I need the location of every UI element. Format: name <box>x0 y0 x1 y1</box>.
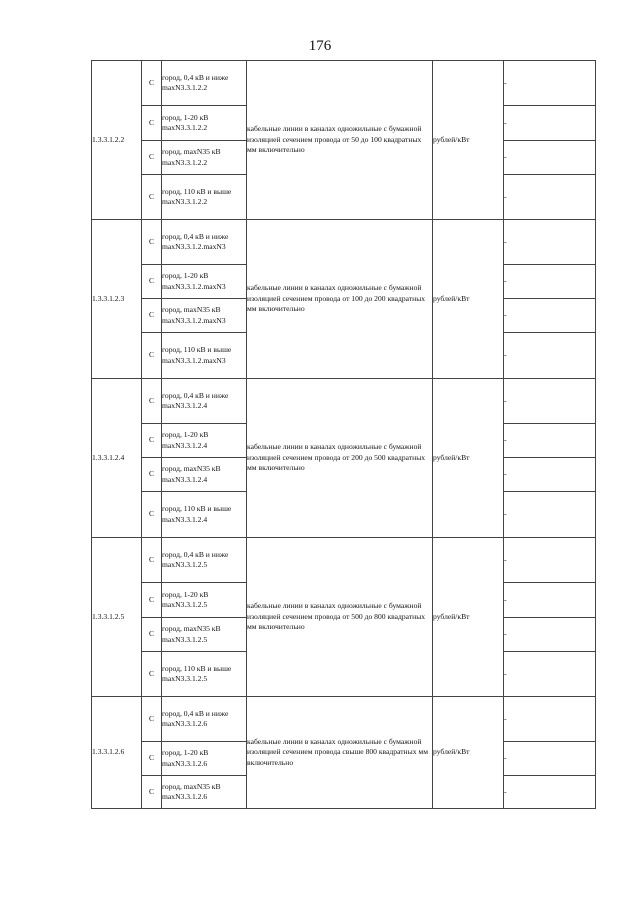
category-letter-cell: С <box>142 379 162 424</box>
rate-value-cell: - <box>504 538 596 583</box>
voltage-level-label: город, 1-20 кВ <box>162 112 209 122</box>
category-letter-cell: С <box>142 265 162 299</box>
category-letter-cell: С <box>142 742 162 776</box>
line-description-cell: кабельные линии в каналах одножильные с бумажной изоляцией сечением провода свыше 800 квадратных мм включительно <box>247 697 433 809</box>
category-letter-cell: С <box>142 333 162 379</box>
rate-value-cell: - <box>504 652 596 697</box>
voltage-level-cell <box>162 458 247 492</box>
voltage-level-cell <box>162 61 247 106</box>
line-description-cell: кабельные линии в каналах одножильные с бумажной изоляцией сечением провода от 500 до 800 квадратных мм включительно <box>247 538 433 697</box>
unit-cell: рублей/кВт <box>433 538 504 697</box>
line-description-cell: кабельные линии в каналах одножильные с бумажной изоляцией сечением провода от 50 до 100 квадратных мм включительно <box>247 61 433 220</box>
category-letter-cell: С <box>142 618 162 652</box>
tariff-table-body <box>92 61 596 809</box>
formula-reference: maxN3.3.1.2.maxN3 <box>162 315 226 325</box>
category-letter-cell: С <box>142 492 162 538</box>
voltage-level-label: город, 0,4 кВ и ниже <box>162 390 229 400</box>
category-letter-cell: С <box>142 538 162 583</box>
voltage-level-label: город, 110 кВ и выше <box>162 345 232 355</box>
line-description-cell: кабельные линии в каналах одножильные с бумажной изоляцией сечением провода от 200 до 500 квадратных мм включительно <box>247 379 433 538</box>
category-letter-cell: С <box>142 583 162 618</box>
voltage-level-label: город, maxN35 кВ <box>162 147 221 157</box>
voltage-level-cell <box>162 618 247 652</box>
category-letter-cell: С <box>142 652 162 697</box>
category-letter-cell: С <box>142 424 162 458</box>
rate-value-cell: - <box>504 458 596 492</box>
category-letter-cell: С <box>142 697 162 742</box>
formula-reference: maxN3.3.1.2.maxN3 <box>162 281 226 291</box>
voltage-level-cell <box>162 220 247 265</box>
category-letter-cell: С <box>142 299 162 333</box>
voltage-level-label: город, 110 кВ и выше <box>162 186 232 196</box>
category-letter-cell: С <box>142 61 162 106</box>
voltage-level-cell <box>162 379 247 424</box>
voltage-level-label: город, 0,4 кВ и ниже <box>162 549 229 559</box>
rate-value-cell: - <box>504 697 596 742</box>
voltage-level-cell <box>162 583 247 618</box>
voltage-level-label: город, maxN35 кВ <box>162 624 221 634</box>
rate-value-cell: - <box>504 776 596 809</box>
voltage-level-cell <box>162 492 247 538</box>
rate-value-cell: - <box>504 618 596 652</box>
voltage-level-label: город, 1-20 кВ <box>162 748 209 758</box>
category-letter-cell: С <box>142 106 162 141</box>
formula-reference: maxN3.3.1.2.2 <box>162 123 208 132</box>
unit-cell: рублей/кВт <box>433 697 504 809</box>
formula-reference: maxN3.3.1.2.maxN3 <box>162 242 226 251</box>
formula-reference: maxN3.3.1.2.5 <box>162 560 208 569</box>
voltage-level-label: город, 0,4 кВ и ниже <box>162 231 229 241</box>
table-row <box>92 538 596 583</box>
formula-reference: maxN3.3.1.2.4 <box>162 401 208 410</box>
category-letter-cell: С <box>142 776 162 809</box>
voltage-level-cell <box>162 106 247 141</box>
voltage-level-cell <box>162 424 247 458</box>
voltage-level-cell <box>162 333 247 379</box>
unit-cell: рублей/кВт <box>433 379 504 538</box>
voltage-level-cell <box>162 299 247 333</box>
unit-cell: рублей/кВт <box>433 220 504 379</box>
rate-value-cell: - <box>504 492 596 538</box>
rate-value-cell: - <box>504 141 596 175</box>
item-code-cell: 1.3.3.1.2.4 <box>92 379 142 538</box>
rate-value-cell: - <box>504 333 596 379</box>
voltage-level-label: город, 1-20 кВ <box>162 271 209 281</box>
item-code-cell: 1.3.3.1.2.5 <box>92 538 142 697</box>
table-row <box>92 697 596 742</box>
voltage-level-label: город, maxN35 кВ <box>162 305 221 315</box>
rate-value-cell: - <box>504 265 596 299</box>
rate-value-cell: - <box>504 106 596 141</box>
item-code-cell: 1.3.3.1.2.2 <box>92 61 142 220</box>
category-letter-cell: С <box>142 175 162 220</box>
page-number: 176 <box>308 38 332 54</box>
voltage-level-cell <box>162 697 247 742</box>
formula-reference: maxN3.3.1.2.6 <box>162 719 208 728</box>
voltage-level-label: город, 0,4 кВ и ниже <box>162 72 229 82</box>
voltage-level-cell <box>162 141 247 175</box>
formula-reference: maxN3.3.1.2.2 <box>162 83 208 92</box>
formula-reference: maxN3.3.1.2.5 <box>162 674 208 683</box>
rate-value-cell: - <box>504 220 596 265</box>
voltage-level-label: город, maxN35 кВ <box>162 464 221 474</box>
item-code-cell: 1.3.3.1.2.3 <box>92 220 142 379</box>
formula-reference: maxN3.3.1.2.2 <box>162 157 208 167</box>
line-description-cell: кабельные линии в каналах одножильные с бумажной изоляцией сечением провода от 100 до 200 квадратных мм включительно <box>247 220 433 379</box>
rate-value-cell: - <box>504 175 596 220</box>
table-row <box>92 379 596 424</box>
voltage-level-label: город, 1-20 кВ <box>162 589 209 599</box>
formula-reference: maxN3.3.1.2.6 <box>162 792 208 801</box>
category-letter-cell: С <box>142 220 162 265</box>
table-row <box>92 61 596 106</box>
category-letter-cell: С <box>142 141 162 175</box>
voltage-level-cell <box>162 538 247 583</box>
table-row <box>92 220 596 265</box>
formula-reference: maxN3.3.1.2.5 <box>162 634 208 644</box>
voltage-level-cell <box>162 742 247 776</box>
rate-value-cell: - <box>504 299 596 333</box>
voltage-level-label: город, 110 кВ и выше <box>162 663 232 673</box>
item-code-cell: 1.3.3.1.2.6 <box>92 697 142 809</box>
category-letter-cell: С <box>142 458 162 492</box>
formula-reference: maxN3.3.1.2.6 <box>162 758 208 768</box>
unit-cell: рублей/кВт <box>433 61 504 220</box>
formula-reference: maxN3.3.1.2.maxN3 <box>162 355 226 365</box>
formula-reference: maxN3.3.1.2.4 <box>162 514 208 524</box>
formula-reference: maxN3.3.1.2.5 <box>162 600 208 609</box>
voltage-level-label: город, 0,4 кВ и ниже <box>162 708 229 718</box>
rate-value-cell: - <box>504 583 596 618</box>
rate-value-cell: - <box>504 61 596 106</box>
voltage-level-cell <box>162 776 247 809</box>
rate-value-cell: - <box>504 424 596 458</box>
formula-reference: maxN3.3.1.2.2 <box>162 197 208 206</box>
formula-reference: maxN3.3.1.2.4 <box>162 440 208 450</box>
voltage-level-label: город, 110 кВ и выше <box>162 504 232 514</box>
formula-reference: maxN3.3.1.2.4 <box>162 474 208 484</box>
voltage-level-cell <box>162 265 247 299</box>
rate-value-cell: - <box>504 379 596 424</box>
voltage-level-label: город, 1-20 кВ <box>162 430 209 440</box>
voltage-level-cell <box>162 652 247 697</box>
voltage-level-label: город, maxN35 кВ <box>162 781 221 791</box>
voltage-level-cell <box>162 175 247 220</box>
rate-value-cell: - <box>504 742 596 776</box>
tariff-table <box>91 60 596 809</box>
